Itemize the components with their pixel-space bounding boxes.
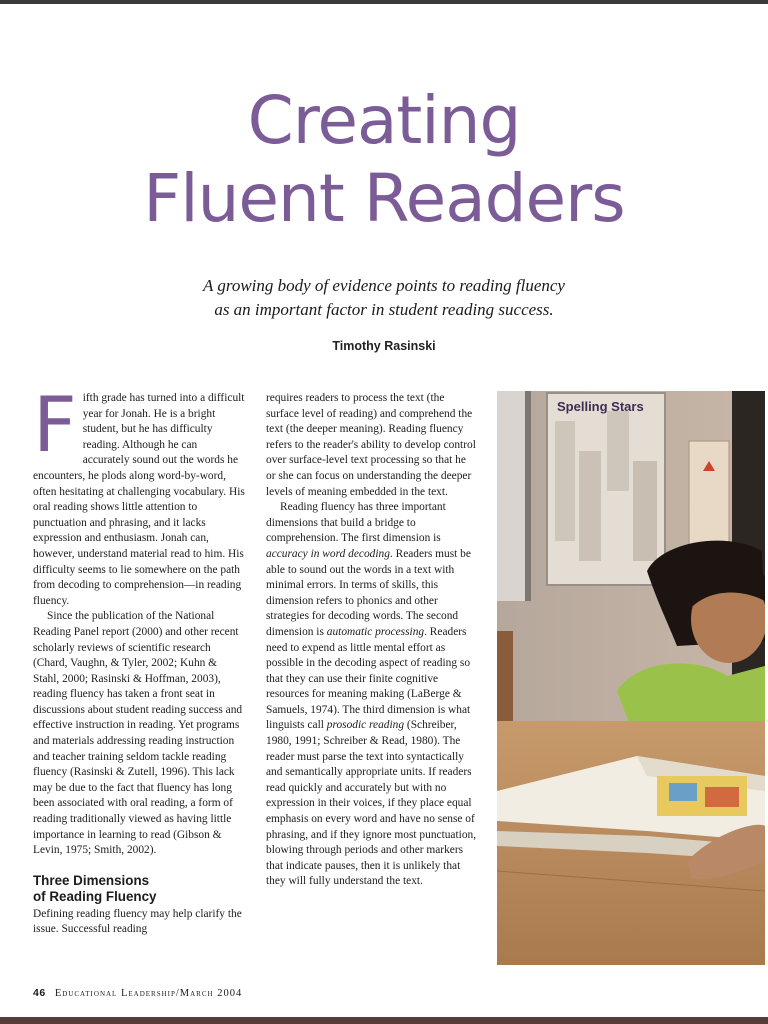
classroom-photo	[497, 391, 765, 965]
term-accuracy: accuracy in word decoding	[266, 547, 390, 560]
term-automatic-processing: automatic processing	[326, 625, 425, 638]
paragraph-4: requires readers to process the text (the surface level of reading) and comprehend the text (the deeper meaning). Reading fluency refers to the reader's ability to develop control over surface-level text processing so that he or she can focus on understanding the deeper levels of meaning embedded in the text.	[266, 392, 476, 498]
section-heading-line-1: Three Dimensions	[33, 872, 150, 888]
poster-title: Spelling Stars	[557, 399, 644, 414]
p5-text-d: (Schreiber, 1980, 1991; Schreiber & Read, 1980). The reader must parse the text into syntactically and semantically appropriate units. If readers read quickly and accurately but with no expression in their voices, if they place equal emphasis on every word and have no sense of phrasing, and if they ignore most punctuation, blowing through periods and other markers that indicate pauses, then it is unlikely that they will fully understand the text.	[266, 719, 477, 888]
paragraph-2: Since the publication of the National Reading Panel report (2000) and other recent scholarly reviews of scientific research (Chard, Vaughn, & Tyler, 2002; Kuhn & Stahl, 2000; Rasinski & Hoffman, 2003), reading fluency has taken a front seat in discussions about student reading success and effective instruction in reading. Yet programs and materials addressing reading instruction and teacher training seldom tackle reading fluency (Rasinski & Zutell, 1996). This lack may be due to the fact that fluency has long been associated with oral reading, a form of reading traditionally viewed as having little importance in learning to read (Gibson & Levin, 1975; Smith, 2002).	[33, 610, 243, 857]
photo-illustration	[497, 391, 765, 965]
section-heading	[33, 873, 245, 905]
p5-text-a: Reading fluency has three important dimensions that build a bridge to comprehension. The first dimension is	[266, 501, 446, 545]
author-byline: Timothy Rasinski	[332, 339, 436, 353]
paragraph-5	[266, 500, 478, 890]
text-column-2	[266, 391, 478, 890]
p5-text-c: . Readers need to expend as little mental effort as possible in the decoding aspect of reading so that they can use their finite cognitive resources for meaning making (LaBerge & Samuels, 1974). The third dimension is what linguists call	[266, 625, 471, 732]
page-edge-top	[0, 0, 768, 4]
title-line-2: Fluent Readers	[143, 160, 625, 237]
article-subtitle	[90, 274, 678, 322]
journal-name: Educational Leadership/March 2004	[54, 988, 243, 999]
page-number: 46	[33, 987, 46, 999]
drop-cap: F	[33, 380, 77, 469]
term-prosodic-reading: prosodic reading	[326, 719, 405, 732]
text-column-1	[33, 380, 245, 938]
section-heading-line-2: of Reading Fluency	[33, 888, 157, 904]
page-footer	[33, 987, 242, 999]
subtitle-line-1: A growing body of evidence points to reading fluency	[203, 276, 565, 295]
paragraph-3: Defining reading fluency may help clarify the issue. Successful reading	[33, 907, 242, 936]
page-edge-bottom	[0, 1017, 768, 1024]
article-title	[0, 82, 768, 238]
p5-text-b: . Readers must be able to sound out the words in a text with minimal errors. In terms of skills, this dimension refers to phonics and other strategies for decoding words. The second dimension is	[266, 547, 471, 638]
subtitle-line-2: as an important factor in student reading success.	[214, 300, 554, 319]
paragraph-1: ifth grade has turned into a difficult year for Jonah. He is a bright student, but he has difficulty reading. Although he can accurately sound out the words he encounters, he plods along word-by-word, often hesitating at challenging vocabulary. His oral reading shows little attention to punctuation and phrasing, and it lacks expression and enthusiasm. Jonah can, however, understand material read to him. His difficulty seems to lie somewhere on the path from decoding to comprehension—in reading fluency.	[33, 392, 245, 607]
title-line-1: Creating	[247, 82, 521, 159]
